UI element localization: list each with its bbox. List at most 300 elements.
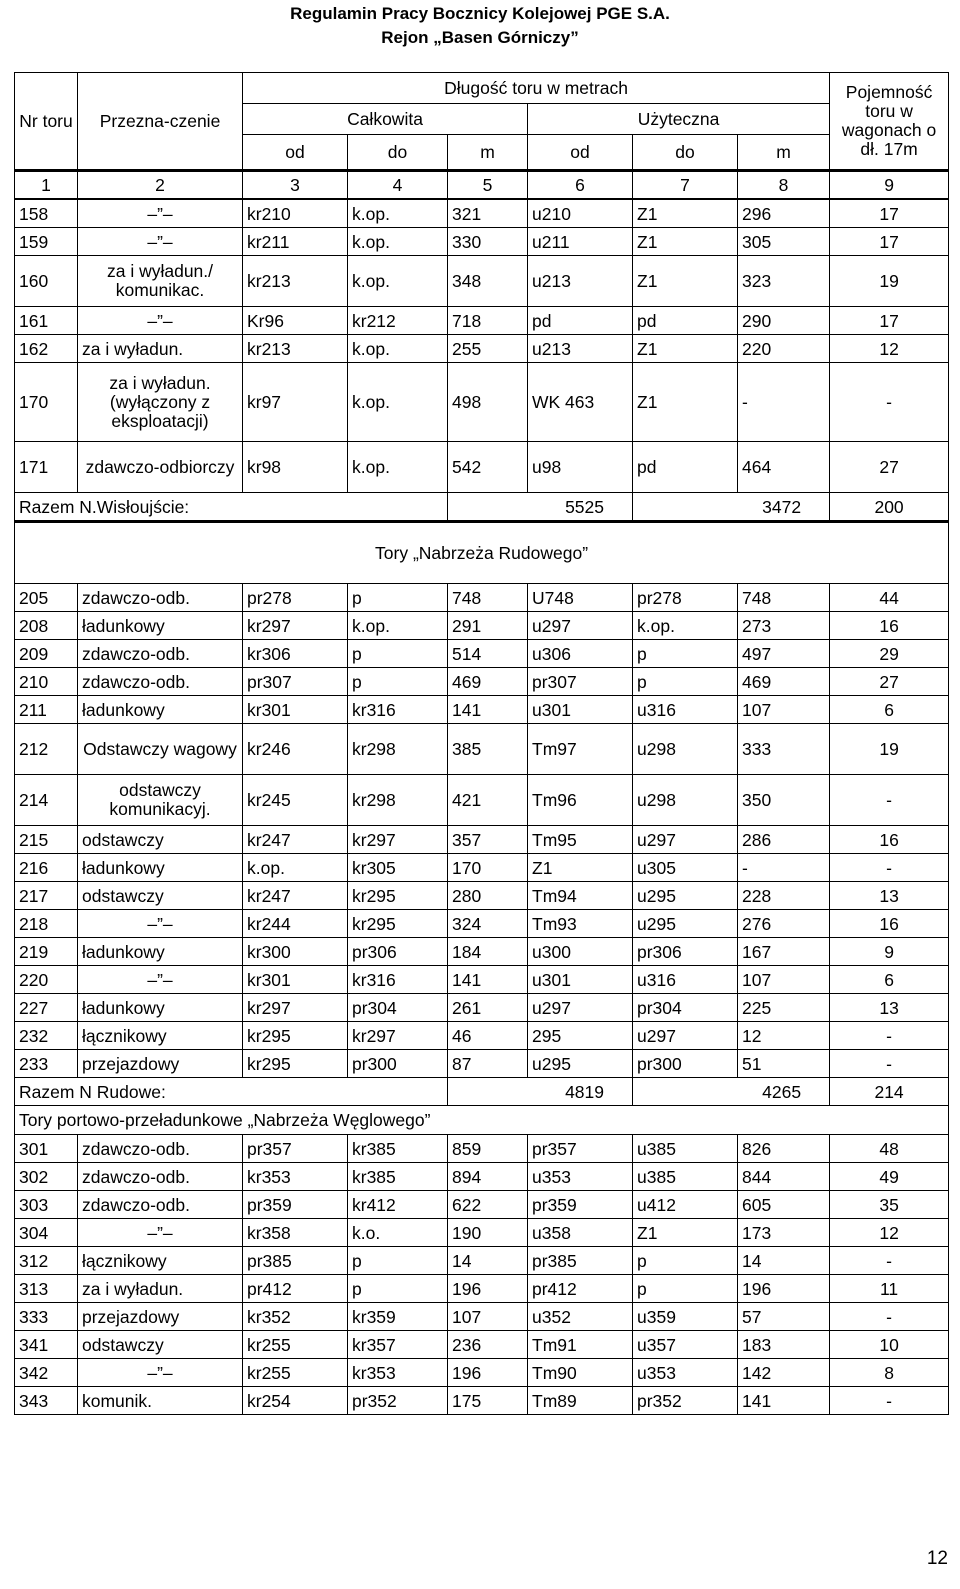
table-cell: 894 xyxy=(448,1163,528,1191)
table-cell: p xyxy=(348,1275,448,1303)
table-cell: 17 xyxy=(830,307,949,335)
table-cell: k.op. xyxy=(348,228,448,256)
table-cell: 748 xyxy=(738,584,830,612)
table-cell: pr307 xyxy=(528,668,633,696)
table-cell: Tm89 xyxy=(528,1387,633,1415)
table-cell: kr297 xyxy=(243,994,348,1022)
table-cell: pr412 xyxy=(243,1275,348,1303)
table-cell: pr385 xyxy=(243,1247,348,1275)
table-cell: u213 xyxy=(528,335,633,363)
table-cell: kr353 xyxy=(348,1359,448,1387)
table-cell: zdawczo-odb. xyxy=(78,1135,243,1163)
table-cell: kr245 xyxy=(243,775,348,826)
table-row xyxy=(15,724,949,775)
table-cell: kr358 xyxy=(243,1219,348,1247)
table-cell: kr97 xyxy=(243,363,348,442)
table-cell: p xyxy=(633,1247,738,1275)
header-nr-toru: Nr toru xyxy=(15,73,78,171)
table-cell: u316 xyxy=(633,696,738,724)
table-cell: 323 xyxy=(738,256,830,307)
table-row xyxy=(15,584,949,612)
table-cell: 232 xyxy=(15,1022,78,1050)
table-cell: za i wyładun./ komunikac. xyxy=(78,256,243,307)
table-cell: 175 xyxy=(448,1387,528,1415)
table-cell: 209 xyxy=(15,640,78,668)
table-cell: u316 xyxy=(633,966,738,994)
table-cell: –”– xyxy=(78,910,243,938)
table-cell: 196 xyxy=(448,1359,528,1387)
table-cell: Tm93 xyxy=(528,910,633,938)
table-cell: 290 xyxy=(738,307,830,335)
table-cell: 211 xyxy=(15,696,78,724)
table-cell: 220 xyxy=(15,966,78,994)
total-row xyxy=(15,1078,949,1106)
table-cell: pr357 xyxy=(243,1135,348,1163)
table-cell: u352 xyxy=(528,1303,633,1331)
table-cell: k.op. xyxy=(243,854,348,882)
table-cell: 19 xyxy=(830,724,949,775)
table-cell: 330 xyxy=(448,228,528,256)
table-row xyxy=(15,1331,949,1359)
table-cell: 158 xyxy=(15,199,78,228)
table-cell: 196 xyxy=(448,1275,528,1303)
table-cell: 170 xyxy=(448,854,528,882)
table-cell: kr295 xyxy=(348,882,448,910)
table-row xyxy=(15,1050,949,1078)
document-title: Regulamin Pracy Bocznicy Kolejowej PGE S.A. xyxy=(290,4,670,23)
table-cell: u301 xyxy=(528,966,633,994)
table-cell: pr352 xyxy=(348,1387,448,1415)
table-cell: kr297 xyxy=(348,826,448,854)
table-row xyxy=(15,1163,949,1191)
column-number: 6 xyxy=(528,171,633,200)
table-row xyxy=(15,1387,949,1415)
table-cell: u297 xyxy=(528,612,633,640)
table-row xyxy=(15,199,949,228)
table-row xyxy=(15,363,949,442)
header-od-useful: od xyxy=(528,135,633,171)
table-cell: 8 xyxy=(830,1359,949,1387)
table-cell: u98 xyxy=(528,442,633,493)
table-cell: Tm96 xyxy=(528,775,633,826)
table-row xyxy=(15,966,949,994)
table-cell: kr412 xyxy=(348,1191,448,1219)
table-cell: p xyxy=(633,640,738,668)
table-cell: 27 xyxy=(830,442,949,493)
table-cell: łącznikowy xyxy=(78,1247,243,1275)
table-cell: kr295 xyxy=(243,1050,348,1078)
table-row xyxy=(15,612,949,640)
table-cell: kr297 xyxy=(243,612,348,640)
table-cell: 205 xyxy=(15,584,78,612)
total-row xyxy=(15,493,949,522)
table-cell: - xyxy=(830,1247,949,1275)
table-cell: kr385 xyxy=(348,1135,448,1163)
table-cell: kr300 xyxy=(243,938,348,966)
table-row xyxy=(15,775,949,826)
table-cell: pr306 xyxy=(348,938,448,966)
table-cell: komunik. xyxy=(78,1387,243,1415)
table-cell: 214 xyxy=(15,775,78,826)
table-cell: zdawczo-odbiorczy xyxy=(78,442,243,493)
table-cell: - xyxy=(830,775,949,826)
table-cell: kr98 xyxy=(243,442,348,493)
table-cell: zdawczo-odb. xyxy=(78,1191,243,1219)
table-cell: 208 xyxy=(15,612,78,640)
table-cell: kr357 xyxy=(348,1331,448,1359)
table-cell: 333 xyxy=(738,724,830,775)
total-label: Razem N.Wisłoujście: xyxy=(15,493,448,522)
table-cell: 826 xyxy=(738,1135,830,1163)
table-cell: u353 xyxy=(633,1359,738,1387)
table-cell: Z1 xyxy=(633,335,738,363)
table-cell: 233 xyxy=(15,1050,78,1078)
total-label: Razem N Rudowe: xyxy=(15,1078,448,1106)
table-cell: 498 xyxy=(448,363,528,442)
column-number: 3 xyxy=(243,171,348,200)
table-cell: Tm94 xyxy=(528,882,633,910)
table-cell: 17 xyxy=(830,228,949,256)
table-cell: 87 xyxy=(448,1050,528,1078)
table-row xyxy=(15,854,949,882)
table-row xyxy=(15,668,949,696)
table-cell: 16 xyxy=(830,910,949,938)
table-cell: 190 xyxy=(448,1219,528,1247)
table-cell: 305 xyxy=(738,228,830,256)
table-cell: u359 xyxy=(633,1303,738,1331)
header-do-total: do xyxy=(348,135,448,171)
table-cell: 312 xyxy=(15,1247,78,1275)
table-cell: 162 xyxy=(15,335,78,363)
table-cell: kr247 xyxy=(243,826,348,854)
table-cell: 210 xyxy=(15,668,78,696)
table-cell: 14 xyxy=(448,1247,528,1275)
table-cell: k.op. xyxy=(348,335,448,363)
table-cell: u213 xyxy=(528,256,633,307)
table-cell: 16 xyxy=(830,612,949,640)
table-cell: kr359 xyxy=(348,1303,448,1331)
table-cell: pr306 xyxy=(633,938,738,966)
table-cell: 542 xyxy=(448,442,528,493)
table-cell: 35 xyxy=(830,1191,949,1219)
table-cell: kr298 xyxy=(348,724,448,775)
table-cell: p xyxy=(633,668,738,696)
table-cell: 280 xyxy=(448,882,528,910)
table-cell: kr385 xyxy=(348,1163,448,1191)
table-row xyxy=(15,1135,949,1163)
table-cell: 141 xyxy=(448,696,528,724)
table-cell: ładunkowy xyxy=(78,696,243,724)
table-cell: pr300 xyxy=(633,1050,738,1078)
table-cell: 51 xyxy=(738,1050,830,1078)
table-cell: –”– xyxy=(78,199,243,228)
table-cell: pr352 xyxy=(633,1387,738,1415)
table-cell: 514 xyxy=(448,640,528,668)
tracks-table xyxy=(14,72,949,1415)
table-row xyxy=(15,938,949,966)
table-cell: 142 xyxy=(738,1359,830,1387)
table-cell: pr359 xyxy=(528,1191,633,1219)
table-cell: u211 xyxy=(528,228,633,256)
table-cell: Z1 xyxy=(528,854,633,882)
table-cell: 469 xyxy=(448,668,528,696)
table-cell: 141 xyxy=(738,1387,830,1415)
table-cell: 13 xyxy=(830,882,949,910)
table-cell: 167 xyxy=(738,938,830,966)
table-cell: ładunkowy xyxy=(78,938,243,966)
table-cell: - xyxy=(738,854,830,882)
table-cell: u297 xyxy=(633,1022,738,1050)
table-cell: kr297 xyxy=(348,1022,448,1050)
table-cell: u358 xyxy=(528,1219,633,1247)
table-cell: k.op. xyxy=(348,612,448,640)
total-length: 5525 xyxy=(448,493,633,522)
table-cell: zdawczo-odb. xyxy=(78,640,243,668)
table-cell: 296 xyxy=(738,199,830,228)
table-cell: 341 xyxy=(15,1331,78,1359)
table-cell: u305 xyxy=(633,854,738,882)
table-row xyxy=(15,1303,949,1331)
table-row xyxy=(15,228,949,256)
table-cell: przejazdowy xyxy=(78,1050,243,1078)
table-cell: - xyxy=(830,854,949,882)
table-cell: Tm90 xyxy=(528,1359,633,1387)
table-cell: 469 xyxy=(738,668,830,696)
table-cell: u295 xyxy=(528,1050,633,1078)
table-cell: 173 xyxy=(738,1219,830,1247)
total-capacity: 214 xyxy=(830,1078,949,1106)
section-title-row xyxy=(15,1106,949,1135)
table-cell: pd xyxy=(528,307,633,335)
table-cell: pr412 xyxy=(528,1275,633,1303)
table-cell: –”– xyxy=(78,307,243,335)
table-row xyxy=(15,1219,949,1247)
column-number: 4 xyxy=(348,171,448,200)
table-cell: kr316 xyxy=(348,696,448,724)
table-cell: k.o. xyxy=(348,1219,448,1247)
section-title: Tory portowo-przeładunkowe „Nabrzeża Węglowego” xyxy=(15,1106,949,1135)
table-cell: k.op. xyxy=(348,256,448,307)
table-cell: przejazdowy xyxy=(78,1303,243,1331)
table-row xyxy=(15,1247,949,1275)
table-cell: - xyxy=(830,363,949,442)
table-cell: 107 xyxy=(738,966,830,994)
table-cell: Z1 xyxy=(633,256,738,307)
section-title: Tory „Nabrzeża Rudowego” xyxy=(15,522,949,584)
table-cell: 348 xyxy=(448,256,528,307)
table-cell: kr246 xyxy=(243,724,348,775)
table-cell: u385 xyxy=(633,1135,738,1163)
table-cell: 107 xyxy=(448,1303,528,1331)
table-cell: - xyxy=(738,363,830,442)
table-cell: 385 xyxy=(448,724,528,775)
table-cell: 141 xyxy=(448,966,528,994)
table-cell: 303 xyxy=(15,1191,78,1219)
table-cell: 14 xyxy=(738,1247,830,1275)
table-cell: Tm95 xyxy=(528,826,633,854)
table-cell: - xyxy=(830,1022,949,1050)
table-cell: kr298 xyxy=(348,775,448,826)
column-number: 1 xyxy=(15,171,78,200)
table-cell: 302 xyxy=(15,1163,78,1191)
table-cell: p xyxy=(633,1275,738,1303)
table-cell: 295 xyxy=(528,1022,633,1050)
table-cell: Kr96 xyxy=(243,307,348,335)
table-cell: kr316 xyxy=(348,966,448,994)
table-cell: –”– xyxy=(78,1219,243,1247)
document-subtitle: Rejon „Basen Górniczy” xyxy=(381,28,579,47)
table-cell: k.op. xyxy=(633,612,738,640)
table-cell: 11 xyxy=(830,1275,949,1303)
table-cell: Tm97 xyxy=(528,724,633,775)
column-number: 2 xyxy=(78,171,243,200)
table-cell: kr301 xyxy=(243,696,348,724)
table-cell: Z1 xyxy=(633,1219,738,1247)
table-cell: 19 xyxy=(830,256,949,307)
table-cell: u306 xyxy=(528,640,633,668)
table-cell: zdawczo-odb. xyxy=(78,668,243,696)
table-cell: 273 xyxy=(738,612,830,640)
table-cell: u295 xyxy=(633,910,738,938)
table-cell: u297 xyxy=(633,826,738,854)
column-number: 8 xyxy=(738,171,830,200)
header-dlugosc: Długość toru w metrach xyxy=(243,73,830,104)
table-cell: kr211 xyxy=(243,228,348,256)
table-cell: 605 xyxy=(738,1191,830,1219)
section-title-row xyxy=(15,522,949,584)
table-cell: kr295 xyxy=(243,1022,348,1050)
table-cell: u298 xyxy=(633,724,738,775)
header-m-useful: m xyxy=(738,135,830,171)
header-calkowita: Całkowita xyxy=(243,104,528,135)
table-row xyxy=(15,256,949,307)
table-cell: 13 xyxy=(830,994,949,1022)
table-row xyxy=(15,1275,949,1303)
table-cell: odstawczy komunikacyj. xyxy=(78,775,243,826)
total-capacity: 200 xyxy=(830,493,949,522)
table-cell: u357 xyxy=(633,1331,738,1359)
table-cell: kr305 xyxy=(348,854,448,882)
table-cell: u301 xyxy=(528,696,633,724)
table-cell: 170 xyxy=(15,363,78,442)
header-pojemnosc: Pojemność toru w wagonach o dł. 17m xyxy=(830,73,949,171)
table-cell: 276 xyxy=(738,910,830,938)
table-cell: 333 xyxy=(15,1303,78,1331)
table-row xyxy=(15,442,949,493)
table-cell: 161 xyxy=(15,307,78,335)
table-cell: kr353 xyxy=(243,1163,348,1191)
table-cell: Tm91 xyxy=(528,1331,633,1359)
table-cell: 497 xyxy=(738,640,830,668)
table-cell: 57 xyxy=(738,1303,830,1331)
total-length: 4819 xyxy=(448,1078,633,1106)
table-cell: 217 xyxy=(15,882,78,910)
table-cell: ładunkowy xyxy=(78,854,243,882)
table-cell: u297 xyxy=(528,994,633,1022)
table-cell: p xyxy=(348,584,448,612)
table-cell: 219 xyxy=(15,938,78,966)
table-cell: pd xyxy=(633,307,738,335)
table-cell: ładunkowy xyxy=(78,994,243,1022)
table-cell: kr255 xyxy=(243,1331,348,1359)
table-cell: za i wyładun. xyxy=(78,1275,243,1303)
table-cell: 216 xyxy=(15,854,78,882)
table-cell: 16 xyxy=(830,826,949,854)
table-cell: u300 xyxy=(528,938,633,966)
table-row xyxy=(15,640,949,668)
table-cell: kr306 xyxy=(243,640,348,668)
table-cell: u295 xyxy=(633,882,738,910)
table-cell: 718 xyxy=(448,307,528,335)
table-cell: kr255 xyxy=(243,1359,348,1387)
table-row xyxy=(15,1191,949,1219)
table-row xyxy=(15,696,949,724)
table-cell: odstawczy xyxy=(78,1331,243,1359)
table-cell: k.op. xyxy=(348,199,448,228)
table-cell: zdawczo-odb. xyxy=(78,1163,243,1191)
table-cell: pr278 xyxy=(633,584,738,612)
table-cell: 343 xyxy=(15,1387,78,1415)
table-row xyxy=(15,1359,949,1387)
column-number: 9 xyxy=(830,171,949,200)
table-cell: 10 xyxy=(830,1331,949,1359)
table-cell: kr213 xyxy=(243,335,348,363)
table-cell: 27 xyxy=(830,668,949,696)
header-uzyteczna: Użyteczna xyxy=(528,104,830,135)
table-cell: 48 xyxy=(830,1135,949,1163)
table-cell: 350 xyxy=(738,775,830,826)
table-cell: 107 xyxy=(738,696,830,724)
table-cell: 622 xyxy=(448,1191,528,1219)
table-cell: 228 xyxy=(738,882,830,910)
table-cell: 227 xyxy=(15,994,78,1022)
table-cell: pr357 xyxy=(528,1135,633,1163)
page-number: 12 xyxy=(926,1548,948,1569)
table-cell: 44 xyxy=(830,584,949,612)
table-cell: 421 xyxy=(448,775,528,826)
table-cell: 218 xyxy=(15,910,78,938)
table-cell: –”– xyxy=(78,966,243,994)
table-cell: - xyxy=(830,1050,949,1078)
table-cell: 12 xyxy=(830,335,949,363)
table-cell: kr254 xyxy=(243,1387,348,1415)
table-cell: p xyxy=(348,1247,448,1275)
table-cell: 171 xyxy=(15,442,78,493)
table-cell: 301 xyxy=(15,1135,78,1163)
table-cell: pr300 xyxy=(348,1050,448,1078)
table-cell: odstawczy xyxy=(78,882,243,910)
table-cell: k.op. xyxy=(348,442,448,493)
table-cell: ładunkowy xyxy=(78,612,243,640)
column-number: 7 xyxy=(633,171,738,200)
table-cell: 286 xyxy=(738,826,830,854)
table-cell: 357 xyxy=(448,826,528,854)
table-cell: 464 xyxy=(738,442,830,493)
table-cell: –”– xyxy=(78,228,243,256)
table-cell: kr247 xyxy=(243,882,348,910)
table-cell: 255 xyxy=(448,335,528,363)
table-cell: 49 xyxy=(830,1163,949,1191)
table-cell: zdawczo-odb. xyxy=(78,584,243,612)
table-row xyxy=(15,882,949,910)
total-useful-length: 3472 xyxy=(633,493,830,522)
table-cell: za i wyładun. xyxy=(78,335,243,363)
table-cell: 46 xyxy=(448,1022,528,1050)
header-do-useful: do xyxy=(633,135,738,171)
table-cell: pd xyxy=(633,442,738,493)
table-cell: Z1 xyxy=(633,228,738,256)
table-cell: 12 xyxy=(830,1219,949,1247)
